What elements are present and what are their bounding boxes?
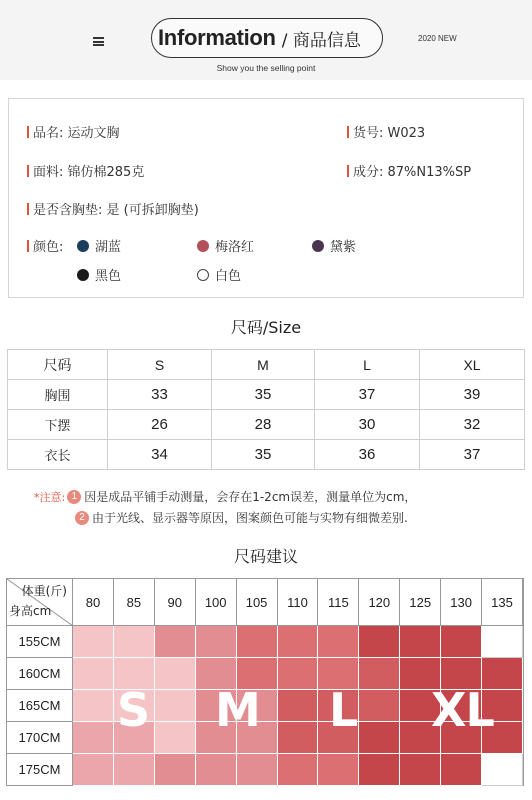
title-pill [151, 18, 383, 58]
color-option-black[interactable]: 黑色 [77, 265, 121, 284]
grid-cell [73, 658, 114, 690]
size-table [7, 349, 525, 470]
color-swatch [77, 269, 89, 281]
weight-header-cell: 90 [155, 579, 196, 626]
table-header-row [8, 350, 525, 380]
table-cell: 下摆 [8, 410, 108, 440]
grid-cell [359, 626, 400, 658]
table-cell: 37 [420, 440, 525, 470]
height-axis-label: 身高cm [9, 604, 52, 618]
table-cell: 30 [315, 410, 420, 440]
size-section-title: 尺码/Size [230, 318, 302, 337]
table-header-cell: S [108, 350, 212, 380]
grid-cell [73, 754, 114, 786]
grid-cell [237, 754, 278, 786]
grid-cell [155, 690, 196, 722]
table-cell: 36 [315, 440, 420, 470]
height-header-cell: 165CM [7, 690, 73, 722]
table-header-cell: L [315, 350, 420, 380]
grid-cell [318, 626, 359, 658]
size-zone-label-l: L [329, 683, 358, 737]
color-swatch [197, 269, 209, 281]
table-cell: 衣长 [8, 440, 108, 470]
grid-cell [196, 754, 237, 786]
recommend-section-title: 尺码建议 [233, 547, 298, 566]
grid-cell [359, 722, 400, 754]
table-cell: 28 [212, 410, 315, 440]
height-header-cell: 155CM [7, 626, 73, 658]
year-tag: 2020 NEW [418, 34, 457, 43]
title-cn: / 商品信息 [281, 30, 361, 51]
header-band [0, 0, 532, 80]
weight-header-cell: 110 [278, 579, 319, 626]
table-cell: 胸围 [8, 380, 108, 410]
table-cell: 34 [108, 440, 212, 470]
table-header-cell: M [212, 350, 315, 380]
weight-header-cell: 85 [114, 579, 155, 626]
grid-cell [278, 658, 319, 690]
grid-cell [155, 626, 196, 658]
size-zone-label-xl: XL [431, 683, 494, 737]
weight-header-cell: 100 [196, 579, 237, 626]
weight-header-cell: 115 [318, 579, 359, 626]
title-en: Information [158, 25, 276, 50]
color-option-lake-blue[interactable]: 湖蓝 [77, 236, 121, 255]
grid-cell [114, 754, 155, 786]
pad-info: 是否含胸垫: 是 (可拆卸胸垫) [27, 199, 199, 218]
grid-cell [196, 626, 237, 658]
grid-cell [482, 626, 523, 658]
grid-cell [155, 754, 196, 786]
grid-cell [155, 658, 196, 690]
grid-cell [359, 658, 400, 690]
table-header-cell: XL [420, 350, 525, 380]
color-option-white[interactable]: 白色 [197, 265, 241, 284]
note-number-badge: 2 [75, 511, 89, 525]
table-cell: 33 [108, 380, 212, 410]
note-label: *注意: [34, 490, 66, 504]
table-row [8, 380, 525, 410]
product-name: 品名: 运动文胸 [27, 122, 120, 141]
weight-header-cell: 120 [359, 579, 400, 626]
item-number: 货号: W023 [347, 122, 425, 141]
note-2 [75, 509, 408, 526]
grid-cell [441, 626, 482, 658]
fabric: 面料: 锦仿棉285克 [27, 161, 144, 180]
weight-header-cell: 135 [482, 579, 523, 626]
height-header-cell: 175CM [7, 754, 73, 786]
grid-cell [73, 690, 114, 722]
size-zone-label-s: S [117, 683, 150, 737]
note-number-badge: 1 [67, 490, 81, 504]
table-cell: 35 [212, 380, 315, 410]
grid-cell [278, 722, 319, 754]
size-zone-label-m: M [215, 683, 260, 737]
table-cell: 32 [420, 410, 525, 440]
note-text: 由于光线、显示器等原因，图案颜色可能与实物有细微差别. [92, 511, 408, 525]
color-swatch [197, 240, 209, 252]
note-1 [34, 488, 416, 505]
height-header-cell: 170CM [7, 722, 73, 754]
height-header-cell: 160CM [7, 658, 73, 690]
weight-header-cell: 130 [441, 579, 482, 626]
size-recommend-grid [6, 578, 524, 786]
weight-axis-label: 体重(斤) [21, 584, 67, 598]
color-option-merlot-red[interactable]: 梅洛红 [197, 236, 254, 255]
grid-cell [114, 626, 155, 658]
table-cell: 26 [108, 410, 212, 440]
composition: 成分: 87%N13%SP [347, 161, 471, 180]
table-cell: 39 [420, 380, 525, 410]
grid-cell [155, 722, 196, 754]
weight-header-cell: 105 [237, 579, 278, 626]
grid-cell [73, 626, 114, 658]
grid-cell [278, 626, 319, 658]
note-text: 因是成品平铺手动测量，会存在1-2cm误差，测量单位为cm， [84, 490, 417, 504]
table-cell: 35 [212, 440, 315, 470]
grid-cell [400, 626, 441, 658]
grid-cell [278, 690, 319, 722]
product-info-box [8, 98, 524, 298]
grid-cell [73, 722, 114, 754]
grid-cell [278, 754, 319, 786]
weight-header-cell: 80 [73, 579, 114, 626]
color-option-dark-purple[interactable]: 黛紫 [312, 236, 356, 255]
grid-cell [359, 754, 400, 786]
color-swatch [312, 240, 324, 252]
grid-cell [237, 626, 278, 658]
grid-cell [482, 754, 523, 786]
table-header-cell: 尺码 [8, 350, 108, 380]
menu-icon[interactable] [93, 37, 104, 46]
grid-cell [441, 754, 482, 786]
table-row [8, 440, 525, 470]
color-swatch [77, 240, 89, 252]
grid-cell [359, 690, 400, 722]
grid-cell [318, 754, 359, 786]
color-label: 颜色: [27, 236, 63, 255]
header-subtitle: Show you the selling point [216, 63, 316, 73]
weight-header-cell: 125 [400, 579, 441, 626]
grid-cell [400, 754, 441, 786]
grid-corner-cell [7, 579, 73, 626]
table-row [8, 410, 525, 440]
table-cell: 37 [315, 380, 420, 410]
